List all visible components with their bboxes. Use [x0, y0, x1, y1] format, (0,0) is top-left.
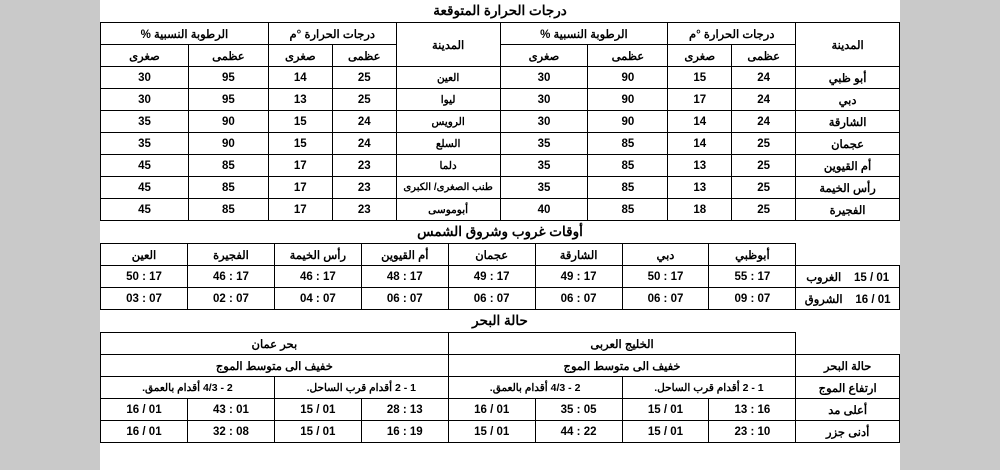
hum-max: 90	[588, 89, 668, 111]
temp-max: 24	[732, 67, 796, 89]
temp-min: 15	[268, 133, 332, 155]
sun-city-header: أم القيوين	[361, 244, 448, 266]
low-tide-oman-time-2: 08 : 32	[188, 421, 275, 443]
low-tide-oman-time-1: 19 : 16	[361, 421, 448, 443]
temperatures-table	[100, 22, 900, 221]
high-tide-oman-date-1: 01 / 15	[274, 399, 361, 421]
sunset-label: الغروب	[806, 271, 842, 284]
hum-max: 90	[588, 67, 668, 89]
sea-state-section	[100, 310, 900, 443]
hum-min: 35	[500, 177, 588, 199]
header-temp-min-left: صغرى	[268, 45, 332, 67]
header-temp-left: درجات الحرارة °م	[268, 23, 396, 45]
hum-max: 85	[188, 177, 268, 199]
temp-min: 17	[268, 177, 332, 199]
temp-max: 25	[332, 89, 396, 111]
sun-times-table	[100, 243, 900, 310]
sunset-time: 17 : 50	[622, 266, 709, 288]
sunrise-time: 07 : 06	[535, 288, 622, 310]
sunset-time: 17 : 49	[448, 266, 535, 288]
high-tide-oman-date-2: 01 / 16	[101, 399, 188, 421]
temp-min: 17	[268, 155, 332, 177]
hum-max: 95	[188, 89, 268, 111]
wave-gulf-deep: 2 - 4/3 أقدام بالعمق.	[448, 377, 622, 399]
table-row	[101, 133, 900, 155]
city-name: عجمان	[796, 133, 900, 155]
wave-oman-deep: 2 - 4/3 أقدام بالعمق.	[101, 377, 275, 399]
weather-bulletin-page	[100, 0, 900, 470]
header-hum-max-left: عظمى	[188, 45, 268, 67]
sunrise-time: 07 : 03	[101, 288, 188, 310]
temp-min: 13	[668, 155, 732, 177]
city-name: الفجيرة	[796, 199, 900, 221]
hum-min: 35	[500, 155, 588, 177]
temp-min: 17	[268, 199, 332, 221]
temp-max: 25	[332, 67, 396, 89]
sunrise-time: 07 : 06	[622, 288, 709, 310]
temp-min: 14	[668, 111, 732, 133]
temp-max: 25	[732, 199, 796, 221]
hum-min: 40	[500, 199, 588, 221]
temp-min: 14	[268, 67, 332, 89]
high-tide-gulf-date-2: 01 / 16	[448, 399, 535, 421]
sun-city-header: الشارقة	[535, 244, 622, 266]
sunset-time: 17 : 49	[535, 266, 622, 288]
temperatures-title: درجات الحرارة المتوقعة	[100, 0, 900, 22]
sunset-time: 17 : 48	[361, 266, 448, 288]
hum-min: 30	[500, 111, 588, 133]
header-humidity-left: الرطوبة النسبية %	[101, 23, 269, 45]
city-name: السلع	[396, 133, 500, 155]
header-temp-right: درجات الحرارة °م	[668, 23, 796, 45]
high-tide-gulf-date-1: 01 / 15	[622, 399, 709, 421]
temp-min: 15	[668, 67, 732, 89]
temp-max: 24	[332, 133, 396, 155]
header-temp-max-right: عظمى	[732, 45, 796, 67]
temp-max: 24	[732, 89, 796, 111]
low-tide-oman-date-2: 01 / 16	[101, 421, 188, 443]
city-name: الرويس	[396, 111, 500, 133]
city-name: الشارقة	[796, 111, 900, 133]
sun-city-header: الفجيرة	[188, 244, 275, 266]
hum-max: 85	[588, 155, 668, 177]
sun-city-header: العين	[101, 244, 188, 266]
hum-max: 85	[588, 199, 668, 221]
header-humidity-right: الرطوبة النسبية %	[500, 23, 668, 45]
zone-oman-header: بحر عمان	[101, 333, 449, 355]
low-tide-gulf-time-2: 22 : 44	[535, 421, 622, 443]
sunset-time: 17 : 50	[101, 266, 188, 288]
hum-min: 45	[101, 199, 189, 221]
hum-max: 90	[188, 133, 268, 155]
table-row	[101, 421, 900, 443]
hum-max: 90	[188, 111, 268, 133]
sea-state-label: حالة البحر	[796, 355, 900, 377]
sun-city-header: أبوظبي	[709, 244, 796, 266]
wave-gulf-coast: 1 - 2 أقدام قرب الساحل.	[622, 377, 796, 399]
hum-max: 85	[588, 133, 668, 155]
sun-header-row	[101, 244, 900, 266]
high-tide-gulf-time-2: 05 : 35	[535, 399, 622, 421]
hum-min: 35	[101, 133, 189, 155]
sunset-date: 01 / 15	[853, 271, 890, 284]
low-tide-gulf-date-2: 01 / 15	[448, 421, 535, 443]
table-row	[101, 266, 900, 288]
temperatures-header-sub-row	[101, 45, 900, 67]
high-tide-label: أعلى مد	[796, 399, 900, 421]
hum-min: 35	[500, 133, 588, 155]
sun-times-section	[100, 221, 900, 310]
table-row	[101, 177, 900, 199]
temp-max: 25	[732, 133, 796, 155]
hum-min: 45	[101, 177, 189, 199]
table-row	[101, 111, 900, 133]
sun-city-header: عجمان	[448, 244, 535, 266]
sea-state-oman: خفيف الى متوسط الموج	[101, 355, 449, 377]
sunrise-time: 07 : 09	[709, 288, 796, 310]
hum-min: 35	[101, 111, 189, 133]
temp-min: 15	[268, 111, 332, 133]
header-temp-max-left: عظمى	[332, 45, 396, 67]
sea-corner-cell	[796, 333, 900, 355]
table-row	[101, 89, 900, 111]
sunset-time: 17 : 46	[188, 266, 275, 288]
temp-max: 23	[332, 177, 396, 199]
city-name: أبوموسى	[396, 199, 500, 221]
temp-max: 25	[732, 177, 796, 199]
hum-min: 30	[500, 67, 588, 89]
low-tide-gulf-date-1: 01 / 15	[622, 421, 709, 443]
high-tide-oman-time-2: 01 : 43	[188, 399, 275, 421]
header-temp-min-right: صغرى	[668, 45, 732, 67]
sea-state-gulf: خفيف الى متوسط الموج	[448, 355, 796, 377]
header-hum-min-left: صغرى	[101, 45, 189, 67]
city-name: طنب الصغرى/ الكبرى	[396, 177, 500, 199]
hum-min: 45	[101, 155, 189, 177]
table-row	[101, 288, 900, 310]
sunset-time: 17 : 46	[274, 266, 361, 288]
city-name: رأس الخيمة	[796, 177, 900, 199]
sun-city-header: رأس الخيمة	[274, 244, 361, 266]
temp-min: 17	[668, 89, 732, 111]
temp-max: 24	[732, 111, 796, 133]
low-tide-oman-date-1: 01 / 15	[274, 421, 361, 443]
sunset-time: 17 : 55	[709, 266, 796, 288]
wave-oman-coast: 1 - 2 أقدام قرب الساحل.	[274, 377, 448, 399]
temperatures-section	[100, 0, 900, 221]
city-name: دلما	[396, 155, 500, 177]
header-city-right: المدينة	[796, 23, 900, 67]
sea-state-title: حالة البحر	[100, 310, 900, 332]
city-name: دبي	[796, 89, 900, 111]
temp-max: 23	[332, 199, 396, 221]
low-tide-label: أدنى جزر	[796, 421, 900, 443]
sunrise-time: 07 : 02	[188, 288, 275, 310]
table-row	[101, 355, 900, 377]
city-name: أبو ظبي	[796, 67, 900, 89]
sunrise-time: 07 : 04	[274, 288, 361, 310]
temp-min: 14	[668, 133, 732, 155]
table-row	[101, 399, 900, 421]
high-tide-gulf-time-1: 16 : 13	[709, 399, 796, 421]
temp-min: 13	[268, 89, 332, 111]
wave-height-label: ارتفاع الموج	[796, 377, 900, 399]
sunrise-time: 07 : 06	[448, 288, 535, 310]
sun-corner-cell	[796, 244, 900, 266]
table-row	[101, 377, 900, 399]
high-tide-oman-time-1: 13 : 28	[361, 399, 448, 421]
hum-min: 30	[101, 89, 189, 111]
hum-max: 90	[588, 111, 668, 133]
header-city-left: المدينة	[396, 23, 500, 67]
sunrise-time: 07 : 06	[361, 288, 448, 310]
temperatures-header-group-row	[101, 23, 900, 45]
sunrise-date: 01 / 16	[855, 293, 891, 306]
sun-city-header: دبي	[622, 244, 709, 266]
hum-max: 85	[188, 155, 268, 177]
header-hum-max-right: عظمى	[588, 45, 668, 67]
temp-max: 25	[732, 155, 796, 177]
sunset-row-label	[796, 266, 900, 288]
hum-min: 30	[500, 89, 588, 111]
temp-min: 18	[668, 199, 732, 221]
sunrise-label: الشروق	[804, 293, 843, 306]
zone-gulf-header: الخليج العربى	[448, 333, 796, 355]
hum-min: 30	[101, 67, 189, 89]
hum-max: 85	[588, 177, 668, 199]
low-tide-gulf-time-1: 10 : 23	[709, 421, 796, 443]
header-hum-min-right: صغرى	[500, 45, 588, 67]
table-row	[101, 155, 900, 177]
temp-min: 13	[668, 177, 732, 199]
sunrise-row-label	[796, 288, 900, 310]
hum-max: 95	[188, 67, 268, 89]
city-name: أم القيوين	[796, 155, 900, 177]
city-name: العين	[396, 67, 500, 89]
temp-max: 24	[332, 111, 396, 133]
table-row	[101, 199, 900, 221]
city-name: ليوا	[396, 89, 500, 111]
hum-max: 85	[188, 199, 268, 221]
temp-max: 23	[332, 155, 396, 177]
table-row	[101, 67, 900, 89]
sea-state-table	[100, 332, 900, 443]
sea-zone-header-row	[101, 333, 900, 355]
sun-times-title: أوقات غروب وشروق الشمس	[100, 221, 900, 243]
